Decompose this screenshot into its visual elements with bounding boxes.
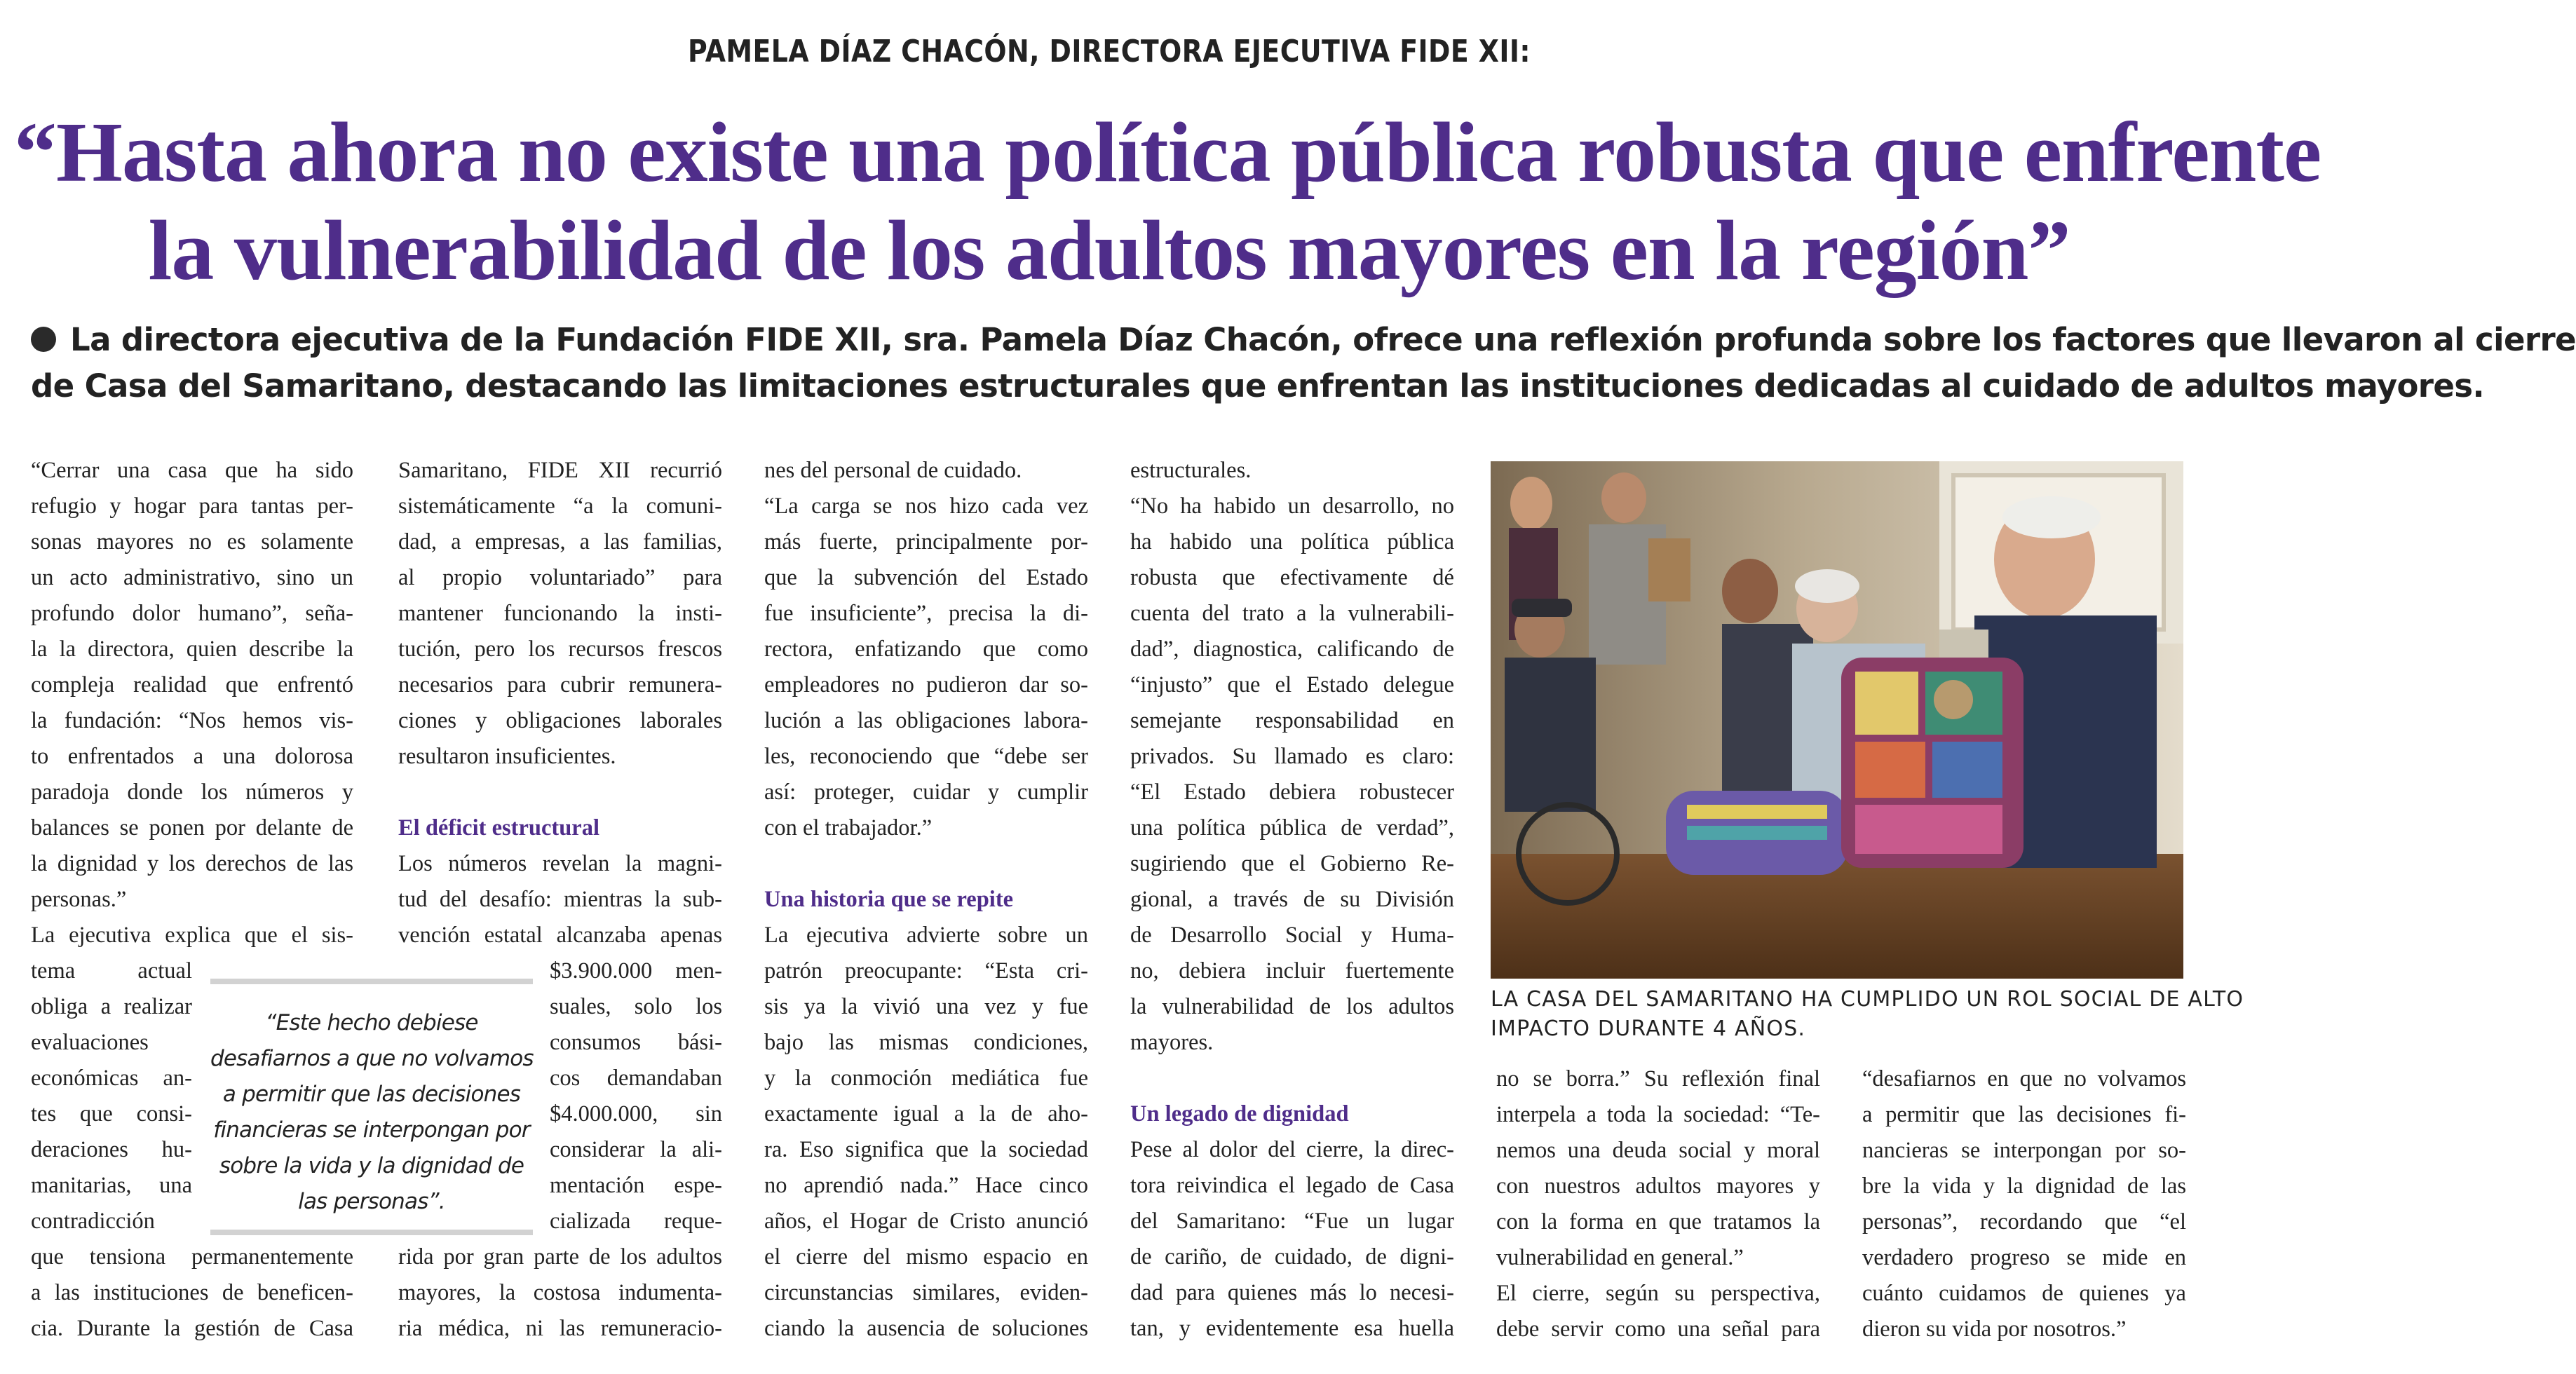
text-line: mayores. — [1130, 1030, 1214, 1055]
text-line: del Samaritano: “Fue un lugar — [1130, 1209, 1454, 1234]
text-line: suales, solo los — [550, 994, 722, 1019]
text-line: refugio y hogar para tantas per- — [31, 494, 353, 519]
text-line: balances se ponen por delante de — [31, 815, 353, 841]
text-line: personas.” — [31, 887, 127, 912]
text-line: La ejecutiva explica que el sis- — [31, 923, 353, 948]
text-wrap-narrow — [550, 953, 722, 1239]
text-line: “injusto” que el Estado delegue — [1130, 672, 1454, 698]
text-line: personas”, recordando que “el — [1862, 1209, 2186, 1234]
text-line: y la conmoción mediática fue — [764, 1066, 1088, 1091]
text-line: tes que consi- — [31, 1101, 192, 1127]
text-line: manitarias, una — [31, 1173, 192, 1198]
text-line: rectora, enfatizando que como — [764, 637, 1088, 662]
text-line: ha habido una política pública — [1130, 529, 1454, 555]
text-line: robusta que efectivamente dé — [1130, 565, 1454, 590]
photo-caption — [1491, 985, 2244, 1044]
pull-quote-line: a permitir que las decisiones — [222, 1082, 521, 1107]
text-line: obliga a realizar — [31, 994, 192, 1019]
text-line: verdadero progreso se mide en — [1862, 1245, 2186, 1270]
text-line: les, reconociendo que “debe ser — [764, 744, 1088, 769]
pull-quote — [210, 979, 533, 1235]
text-line: al propio voluntariado” para — [398, 565, 722, 590]
article-column-4 — [1130, 453, 1454, 1347]
text-line: $4.000.000, sin — [550, 1101, 722, 1127]
text-line: la la directora, quien describe la — [31, 637, 353, 662]
text-line: cuánto cuidamos de quienes ya — [1862, 1281, 2186, 1306]
text-line: tución, pero los recursos frescos — [398, 637, 722, 662]
text-line: de cariño, de cuidado, de digni- — [1130, 1244, 1454, 1270]
text-line: mantener funcionando la insti- — [398, 601, 722, 626]
text-line: paradoja donde los números y — [31, 780, 353, 805]
text-line: “La carga se nos hizo cada vez — [764, 494, 1088, 519]
text-line: dad, a empresas, a las familias, — [398, 529, 722, 555]
text-line: económicas an- — [31, 1066, 192, 1091]
text-line: ria médica, ni las remuneracio- — [398, 1316, 722, 1341]
text-line: “No ha habido un desarrollo, no — [1130, 494, 1454, 519]
text-line: una política pública de verdad”, — [1130, 815, 1454, 841]
text-line: nes del personal de cuidado. — [764, 458, 1022, 483]
headline-line-1: “Hasta ahora no existe una política pública robusta que enfrente — [14, 105, 2321, 200]
text-line: profundo dolor humano”, seña- — [31, 601, 353, 626]
text-line: patrón preocupante: “Esta cri- — [764, 958, 1088, 984]
text-line: ciando la ausencia de soluciones — [764, 1316, 1088, 1341]
article-column-3 — [764, 453, 1088, 1347]
text-line: semejante responsabilidad en — [1130, 708, 1454, 733]
text-line: no, debiera incluir fuertemente — [1130, 958, 1454, 984]
text-line: nancieras se interpongan por so- — [1862, 1138, 2186, 1163]
paragraph-gap — [398, 775, 722, 810]
text-line: deraciones hu- — [31, 1137, 192, 1162]
text-line: estructurales. — [1130, 458, 1252, 483]
pull-quote-line: “Este hecho debiese — [265, 1010, 478, 1035]
text-line: debe servir como una señal para — [1496, 1317, 1820, 1342]
article-column-6 — [1862, 1061, 2186, 1347]
text-line: dad para quienes más lo necesi- — [1130, 1280, 1454, 1305]
text-line: Samaritano, FIDE XII recurrió — [398, 458, 722, 483]
text-line: to enfrentados a una dolorosa — [31, 744, 353, 769]
text-line: cializada reque- — [550, 1209, 722, 1234]
text-line: sis ya la vivió una vez y fue — [764, 994, 1088, 1019]
text-line: “Cerrar una casa que ha sido — [31, 458, 353, 483]
article-column-5 — [1496, 1061, 1820, 1347]
text-line: sonas mayores no es solamente — [31, 529, 353, 555]
text-line: compleja realidad que enfrentó — [31, 672, 353, 698]
pull-quote-line: sobre la vida y la dignidad de — [219, 1153, 524, 1178]
text-line: la vulnerabilidad de los adultos — [1130, 994, 1454, 1019]
pull-quote-line: financieras se interpongan por — [213, 1117, 530, 1143]
headline-line-2: la vulnerabilidad de los adultos mayores en la región” — [148, 203, 2070, 298]
text-line: cuenta del trato a la vulnerabili- — [1130, 601, 1454, 626]
section-subheading: Una historia que se repite — [764, 887, 1014, 912]
text-line: Pese al dolor del cierre, la direc- — [1130, 1137, 1454, 1162]
pull-quote-line: desafiarnos a que no volvamos — [210, 1046, 534, 1071]
paragraph-gap — [764, 846, 1088, 882]
text-line: gional, a través de su División — [1130, 887, 1454, 912]
bullet-icon — [31, 327, 56, 352]
text-line: lución a las obligaciones labora- — [764, 708, 1088, 733]
text-line: Los números revelan la magni- — [398, 851, 722, 876]
text-line: bre la vida y la dignidad de las — [1862, 1174, 2186, 1199]
text-line: vención estatal alcanzaba apenas — [398, 923, 722, 948]
text-line: más fuerte, principalmente por- — [764, 529, 1088, 555]
text-line: $3.900.000 men- — [550, 958, 722, 984]
text-line: “El Estado debiera robustecer — [1130, 780, 1454, 805]
text-line: nemos una deuda social y moral — [1496, 1138, 1820, 1163]
text-line: tema actual — [31, 958, 192, 984]
lead-text-1: La directora ejecutiva de la Fundación FIDE XII, sra. Pamela Díaz Chacón, ofrece una reflexión profunda sobre los factores que llevaron al cierre — [70, 321, 2576, 358]
article-lead — [31, 317, 2576, 409]
text-line: bajo las mismas condiciones, — [764, 1030, 1088, 1055]
lead-line-1 — [31, 317, 2576, 363]
caption-line-2: IMPACTO DURANTE 4 AÑOS. — [1491, 1016, 1806, 1041]
text-line: cos demandaban — [550, 1066, 722, 1091]
text-line: que la subvención del Estado — [764, 565, 1088, 590]
text-line: con nuestros adultos mayores y — [1496, 1174, 1820, 1199]
article-headline — [14, 104, 2321, 300]
text-line: dieron su vida por nosotros.” — [1862, 1317, 2127, 1342]
text-line: con el trabajador.” — [764, 815, 933, 841]
text-line: tan, y evidentemente esa huella — [1130, 1316, 1454, 1341]
text-line: a las instituciones de beneficen- — [31, 1280, 353, 1305]
text-line: mayores, la costosa indumenta- — [398, 1280, 722, 1305]
text-line: El cierre, según su perspectiva, — [1496, 1281, 1820, 1306]
article-photo — [1491, 461, 2183, 979]
text-line: un acto administrativo, sino un — [31, 565, 353, 590]
text-line: no aprendió nada.” Hace cinco — [764, 1173, 1088, 1198]
text-line: que tensiona permanentemente — [31, 1244, 353, 1270]
text-line: ra. Eso significa que la sociedad — [764, 1137, 1088, 1162]
text-line: tud del desafío: mientras la sub- — [398, 887, 722, 912]
text-line: años, el Hogar de Cristo anunció — [764, 1209, 1088, 1234]
text-line: “desafiarnos en que no volvamos — [1862, 1066, 2186, 1091]
text-line: empleadores no pudieron dar so- — [764, 672, 1088, 698]
text-line: sistemáticamente “a la comuni- — [398, 494, 722, 519]
paragraph-gap — [1130, 1061, 1454, 1096]
article-kicker: PAMELA DÍAZ CHACÓN, DIRECTORA EJECUTIVA FIDE XII: — [688, 34, 1531, 69]
elderly-residents-photo — [1491, 461, 2183, 979]
section-subheading: Un legado de dignidad — [1130, 1101, 1349, 1127]
text-line: con la forma en que tratamos la — [1496, 1209, 1820, 1234]
text-line: no se borra.” Su reflexión final — [1496, 1066, 1820, 1091]
text-line: fue insuficiente”, precisa la di- — [764, 601, 1088, 626]
text-line: cia. Durante la gestión de Casa — [31, 1316, 353, 1341]
text-line: contradicción — [31, 1209, 155, 1234]
text-line: resultaron insuficientes. — [398, 744, 616, 769]
text-line: rida por gran parte de los adultos — [398, 1244, 722, 1270]
text-line: circunstancias similares, eviden- — [764, 1280, 1088, 1305]
text-line: evaluaciones — [31, 1030, 149, 1055]
text-line: a permitir que las decisiones fi- — [1862, 1102, 2186, 1127]
text-line: interpela a toda la sociedad: “Te- — [1496, 1102, 1820, 1127]
text-line: necesarios para cubrir remunera- — [398, 672, 722, 698]
text-line: de Desarrollo Social y Huma- — [1130, 923, 1454, 948]
section-subheading: El déficit estructural — [398, 815, 600, 841]
text-line: privados. Su llamado es claro: — [1130, 744, 1454, 769]
text-line: considerar la ali- — [550, 1137, 722, 1162]
text-line: consumos bási- — [550, 1030, 722, 1055]
pull-quote-line: las personas”. — [298, 1189, 445, 1214]
text-line: la fundación: “Nos hemos vis- — [31, 708, 353, 733]
text-line: mentación espe- — [550, 1173, 722, 1198]
text-line: vulnerabilidad en general.” — [1496, 1245, 1744, 1270]
caption-line-1: LA CASA DEL SAMARITANO HA CUMPLIDO UN ROL SOCIAL DE ALTO — [1491, 987, 2244, 1012]
text-line: así: proteger, cuidar y cumplir — [764, 780, 1088, 805]
text-line: dad”, diagnostica, calificando de — [1130, 637, 1454, 662]
text-line: sugiriendo que el Gobierno Re- — [1130, 851, 1454, 876]
lead-line-2: de Casa del Samaritano, destacando las limitaciones estructurales que enfrentan las instituciones dedicadas al cuidado de adultos mayores. — [31, 367, 2484, 404]
text-line: ciones y obligaciones laborales — [398, 708, 722, 733]
text-line: exactamente igual a la de aho- — [764, 1101, 1088, 1127]
text-line: La ejecutiva advierte sobre un — [764, 923, 1088, 948]
text-line: el cierre del mismo espacio en — [764, 1244, 1088, 1270]
text-line: la dignidad y los derechos de las — [31, 851, 353, 876]
text-line: tora reivindica el legado de Casa — [1130, 1173, 1454, 1198]
